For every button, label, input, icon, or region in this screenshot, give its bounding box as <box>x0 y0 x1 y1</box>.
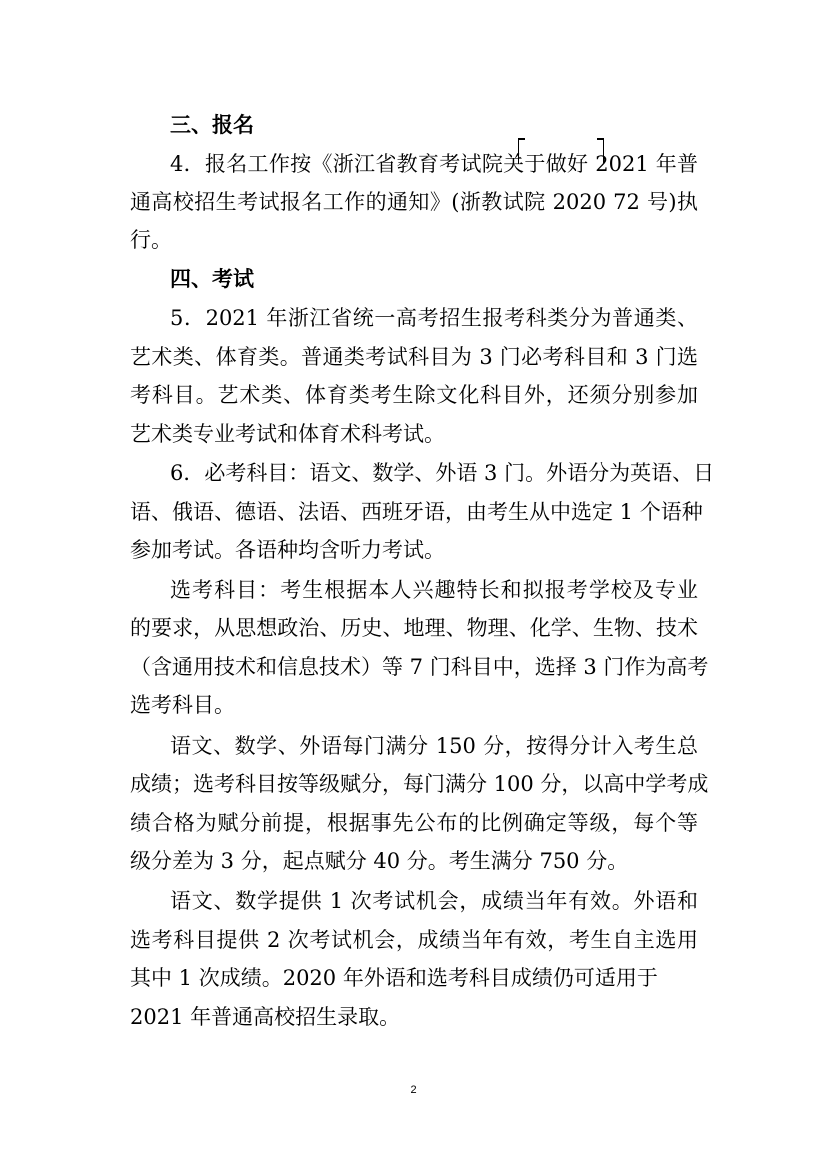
page-number: 2 <box>410 1084 417 1096</box>
paragraph-line: 参加考试。各语种均含听力考试。 <box>130 538 445 562</box>
paragraph-line: 艺术类、体育类。普通类考试科目为 3 门必考科目和 3 门选 <box>130 345 698 369</box>
paragraph-line: 5．2021 年浙江省统一高考招生报考科类分为普通类、 <box>170 306 698 330</box>
paragraph-line: 绩合格为赋分前提，根据事先公布的比例确定等级，每个等 <box>130 811 698 835</box>
paragraph-line: 的要求，从思想政治、历史、地理、物理、化学、生物、技术 <box>130 616 698 640</box>
paragraph-line: 6．必考科目：语文、数学、外语 3 门。外语分为英语、日 <box>170 461 715 485</box>
paragraph-line: 选考科目。 <box>130 693 235 717</box>
paragraph-line: 2021 年普通高校招生录取。 <box>130 1005 401 1029</box>
section-heading-exam: 四、考试 <box>170 266 254 291</box>
paragraph-line: 艺术类专业考试和体育术科考试。 <box>130 422 445 446</box>
paragraph-line: 语文、数学、外语每门满分 150 分，按得分计入考生总 <box>170 734 698 758</box>
section-heading-registration: 三、报名 <box>170 112 254 137</box>
paragraph-line: 选考科目提供 2 次考试机会，成绩当年有效，考生自主选用 <box>130 928 698 952</box>
paragraph-line: 选考科目：考生根据本人兴趣特长和拟报考学校及专业 <box>170 578 698 602</box>
paragraph-line: 成绩；选考科目按等级赋分，每门满分 100 分，以高中学考成 <box>130 772 709 796</box>
paragraph-line: （含通用技术和信息技术）等 7 门科目中，选择 3 门作为高考 <box>130 655 709 679</box>
paragraph-line: 级分差为 3 分，起点赋分 40 分。考生满分 750 分。 <box>130 849 629 873</box>
bracket-mark <box>518 138 604 164</box>
paragraph-line: 通高校招生考试报名工作的通知》(浙教试院 2020 72 号)执 <box>130 190 698 214</box>
paragraph-line: 语、俄语、德语、法语、西班牙语，由考生从中选定 1 个语种 <box>130 500 703 524</box>
paragraph-line: 行。 <box>130 228 172 252</box>
paragraph-line: 语文、数学提供 1 次考试机会，成绩当年有效。外语和 <box>170 889 698 913</box>
paragraph-line: 4．报名工作按《浙江省教育考试院关于做好 2021 年普 <box>170 152 698 176</box>
paragraph-line: 考科目。艺术类、体育类考生除文化科目外，还须分别参加 <box>130 383 698 407</box>
paragraph-line: 其中 1 次成绩。2020 年外语和选考科目成绩仍可适用于 <box>130 966 658 990</box>
